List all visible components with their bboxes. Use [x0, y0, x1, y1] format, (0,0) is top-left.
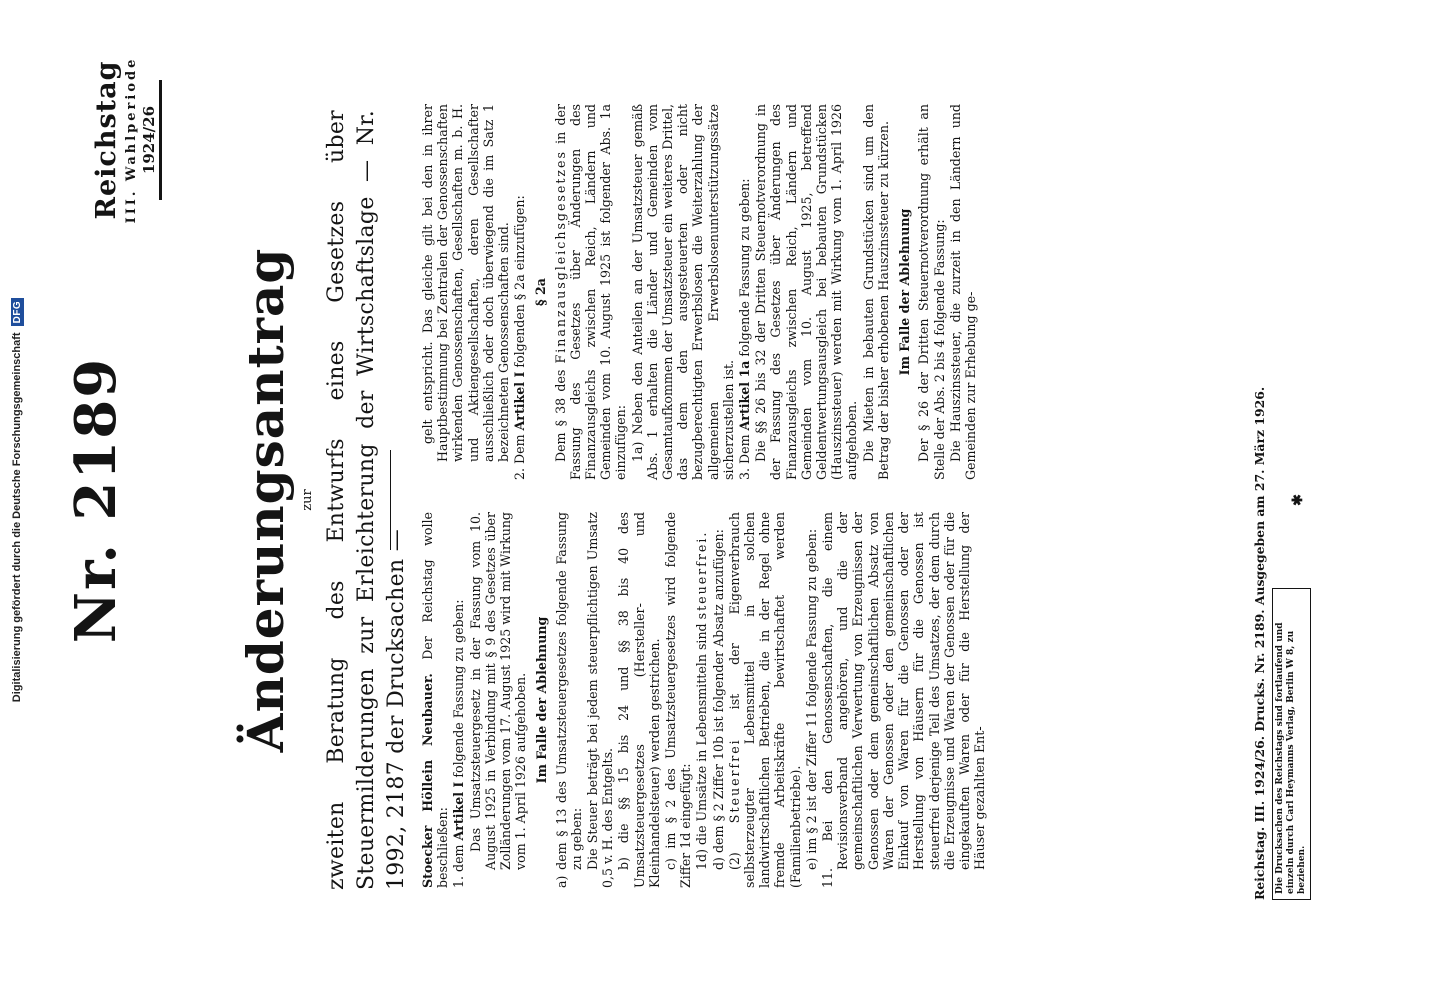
item-1	[451, 512, 466, 888]
dfg-logo: DFG	[11, 298, 24, 327]
item-11: 11. Bei den Genossenschaften, die einem Revisionsverband angehören, und die der gemeinschaftlichen Verwertung von Erzeugnissen der Genossen oder dem gemeinschaftlichen Absatz von Waren der Genossen oder den gemeinschaftlichen Einkauf von Waren für die Genossen oder der Herstellung von Häusern für die Genossen ist steuerfrei derjenige Teil des Umsatzes, der dem durch die Erzeugnisse und Waren der Genossen oder für die eingekauften Waren oder für die Herstellung der Häuser gezahlten Ent-	[820, 512, 988, 888]
left-column	[420, 512, 988, 888]
item-d-text	[727, 512, 803, 888]
fallback-heading-right: Im Falle der Ablehnung	[897, 208, 913, 376]
footer-line: Reichstag. III. 1924/26. Drucks. Nr. 2189. Ausgegeben am 27. März 1926.	[1252, 386, 1267, 900]
motion-sponsors: Stoecker Höllein Neubauer.	[420, 673, 435, 888]
item-d-number: (2)	[726, 852, 742, 870]
paragraph-2a-emphasis: Finanzausgleichsgesetzes	[552, 150, 568, 364]
item-b: b) die §§ 15 bis 24 und §§ 38 bis 40 des Umsatzsteuergesetzes (Hersteller- und Kleinhandelsteuer) werden gestrichen.	[616, 512, 662, 888]
subtitle-rule	[390, 450, 391, 550]
item-2-suffix: folgenden § 2a einzufügen:	[512, 195, 528, 368]
item-3-text-2: Die Mieten in bebauten Grundstücken sind um den Betrag der bisher erhobenen Hauszinssteuer zu kürzen.	[860, 104, 891, 480]
item-3-prefix: 3. Dem	[737, 434, 753, 480]
item-3-text: Die §§ 26 bis 32 der Dritten Steuernotverordnung in der Fassung des Gesetzes über Änderungen des Finanzausgleichs zwischen Reich, Ländern und Gemeinden vom 10. August 1925, betreffend Geldentwertungsausgleich bei bebauten Grundstücken (Hauszinssteuer) werden mit Wirkung vom 1. April 1926 aufgehoben.	[753, 104, 860, 480]
document-title: Änderungsantrag	[236, 247, 295, 753]
publisher-note: Die Drucksachen des Reichstags sind fortlaufend und einzeln durch Carl Heymanns Verlag, Berlin W 8, zu beziehen.	[1272, 588, 1311, 900]
period-rule	[159, 80, 162, 200]
item-11-continuation: gelt entspricht. Das gleiche gilt bei den in ihrer Hauptbestimmung bei Zentralen der Genossenschaften wirkenden Genossenschaften, Gesellschaften m. b. H. und Aktiengesellschaften, deren Gesellschafter ausschließlich oder doch überwiegend die im Satz 1 bezeichneten Genossenschaften sind.	[420, 104, 512, 462]
paragraph-2a-prefix: Dem § 38 des	[552, 369, 568, 462]
digitization-note	[0, 0, 34, 1000]
paragraph-1a-text: 1a) Neben den Anteilen an der Umsatzsteuer gemäß Abs. 1 erhalten die Länder und Gemeinden vom Gesamtaufkommen der Umsatzsteuer ein weiteres Drittel, das dem den ausgesteuerten oder nicht bezugberechtigten Erwerbslosen die Weiterzahlung der allgemeinen Erwerbslosenunterstützungssätze sicherzustellen ist.	[629, 104, 736, 480]
item-d-body: ist der Eigenverbrauch selbsterzeugter Lebensmittel in solchen landwirtschaftlichen Betrieben, die in der Regel ohne fremde Arbeitskräfte bewirtschaftet werden (Familienbetriebe).	[726, 512, 803, 888]
right-column	[420, 104, 979, 480]
item-3-article: Artikel 1a	[737, 360, 753, 431]
paragraph-2a-heading: § 2a	[533, 278, 549, 306]
item-1-article: Artikel I	[451, 781, 467, 841]
item-2-prefix: 2. Dem	[512, 434, 528, 480]
fallback-text-2: Die Hauszinssteuer, die zurzeit in den Ländern und Gemeinden zur Erhebung ge-	[947, 104, 978, 480]
motion-intro-text: Der Reichstag wolle beschließen:	[420, 512, 451, 888]
item-c-text-emphasis: steuerfrei.	[694, 530, 710, 620]
item-d: d) dem § 2 Ziffer 10b ist folgender Absatz anzufügen:	[710, 529, 726, 870]
period-years: 1924/26	[140, 105, 158, 175]
item-a-text: Die Steuer beträgt bei jedem steuerpflichtigen Umsatz 0,5 v. H. des Entgelts.	[585, 512, 616, 888]
title-connector: zur	[300, 489, 315, 511]
digitization-text: Digitalisierung gefördert durch die Deutsche Forschungsgemeinschaft	[11, 332, 23, 703]
item-c: c) im § 2 des Umsatzsteuergesetzes wird folgende Ziffer 1d eingefügt:	[663, 512, 694, 888]
item-a: a) dem § 13 des Umsatzsteuergesetzes folgende Fassung zu geben:	[553, 512, 584, 888]
motion-intro	[420, 512, 450, 888]
document-subtitle: zweiten Beratung des Entwurfs eines Gesetzes über Steuermilderungen zur Erleichterung der Wirtschaftslage — Nr. 1992, 2187 der Drucksachen —	[324, 110, 409, 890]
reichstag-title: Reichstag	[91, 60, 122, 220]
paragraph-2a-body: in der Fassung des Gesetzes über Änderungen des Finanzausgleichs zwischen Reich, Ländern und Gemeinden vom 10. August 1925 ist folgender Abs. 1a einzufügen:	[552, 104, 629, 480]
fallback-text: Der § 26 der Dritten Steuernotverordnung erhält an Stelle der Abs. 2 bis 4 folgende Fassung:	[916, 104, 947, 480]
item-2-article: Artikel I	[512, 371, 528, 431]
item-c-text-main: 1d) die Umsätze in Lebensmitteln sind	[694, 623, 710, 870]
item-3-suffix: folgende Fassung zu geben:	[737, 178, 753, 357]
item-2	[512, 104, 527, 480]
asterisk-icon: ✱	[1290, 494, 1306, 506]
wahlperiode: III. Wahlperiode	[124, 56, 139, 224]
item-e: e) im § 2 ist der Ziffer 11 folgende Fassung zu geben:	[803, 528, 819, 870]
item-1-suffix: folgende Fassung zu geben:	[451, 599, 467, 778]
paragraph-2a-text	[553, 104, 629, 480]
item-1-text: Das Umsatzsteuergesetz in der Fassung vom 10. August 1925 in Verbindung mit § 9 des Gesetzes über Zolländerungen vom 17. August 1925 wird mit Wirkung vom 1. April 1926 aufgehoben.	[467, 512, 529, 870]
fallback-heading-left: Im Falle der Ablehnung	[534, 616, 550, 784]
item-c-text	[694, 512, 709, 888]
document-number: Nr. 2189	[63, 356, 129, 644]
item-3	[737, 104, 752, 480]
item-1-prefix: 1. dem	[451, 844, 467, 888]
item-d-emphasis: Steuerfrei	[726, 738, 742, 824]
